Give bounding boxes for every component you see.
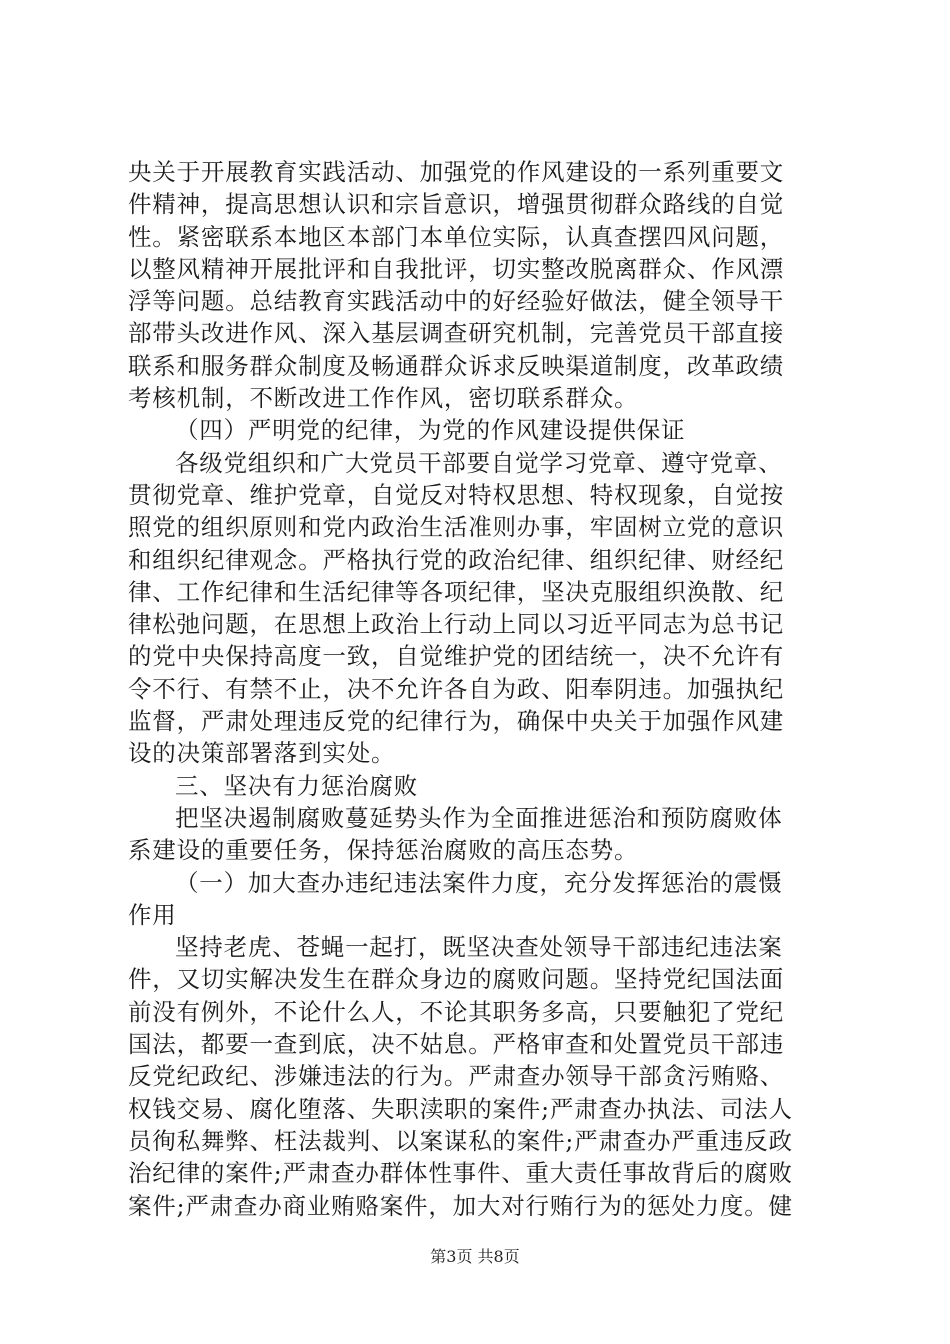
text-line: 治纪律的案件;严肃查办群体性事件、重大责任事故背后的腐败 — [128, 1159, 793, 1188]
text-line: 的党中央保持高度一致，自觉维护党的团结统一，决不允许有 — [128, 642, 785, 671]
text-line: 坚持老虎、苍蝇一起打，既坚决查处领导干部违纪违法案 — [175, 933, 783, 962]
text-line: 浮等问题。总结教育实践活动中的好经验好做法，健全领导干 — [128, 287, 785, 316]
text-line: （四）严明党的纪律，为党的作风建设提供保证 — [175, 416, 686, 445]
text-line: 律、工作纪律和生活纪律等各项纪律，坚决克服组织涣散、纪 — [128, 577, 785, 606]
text-line: 作用 — [128, 900, 177, 929]
text-line: 央关于开展教育实践活动、加强党的作风建设的一系列重要文 — [128, 158, 785, 186]
text-line: 前没有例外，不论什么人，不论其职务多高，只要触犯了党纪 — [128, 997, 785, 1026]
text-line: 和组织纪律观念。严格执行党的政治纪律、组织纪律、财经纪 — [128, 545, 785, 574]
text-line: 件，又切实解决发生在群众身边的腐败问题。坚持党纪国法面 — [128, 965, 785, 994]
text-line: （一）加大查办违纪违法案件力度，充分发挥惩治的震慑 — [175, 868, 783, 897]
text-line: 性。紧密联系本地区本部门本单位实际，认真查摆四风问题， — [128, 222, 785, 251]
text-line: 反党纪政纪、涉嫌违法的行为。严肃查办领导干部贪污贿赂、 — [128, 1062, 785, 1091]
text-line: 照党的组织原则和党内政治生活准则办事，牢固树立党的意识 — [128, 513, 785, 542]
text-line: 监督，严肃处理违反党的纪律行为，确保中央关于加强作风建 — [128, 707, 785, 736]
text-line: 把坚决遏制腐败蔓延势头作为全面推进惩治和预防腐败体 — [175, 803, 783, 832]
text-line: 员徇私舞弊、枉法裁判、以案谋私的案件;严肃查办严重违反政 — [128, 1126, 793, 1155]
text-line: 各级党组织和广大党员干部要自觉学习党章、遵守党章、 — [175, 448, 783, 477]
text-line: 权钱交易、腐化堕落、失职渎职的案件;严肃查办执法、司法人 — [128, 1094, 793, 1123]
text-line: 律松弛问题，在思想上政治上行动上同以习近平同志为总书记 — [128, 610, 785, 639]
text-line: 案件;严肃查办商业贿赂案件，加大对行贿行为的惩处力度。健 — [128, 1191, 793, 1220]
text-line: 设的决策部署落到实处。 — [128, 739, 396, 768]
text-line: 系建设的重要任务，保持惩治腐败的高压态势。 — [128, 836, 639, 865]
text-line: 令不行、有禁不止，决不允许各自为政、阳奉阴违。加强执纪 — [128, 674, 785, 703]
text-line: 国法，都要一查到底，决不姑息。严格审查和处置党员干部违 — [128, 1030, 785, 1059]
text-line: 贯彻党章、维护党章，自觉反对特权思想、特权现象，自觉按 — [128, 480, 785, 509]
text-line: 三、坚决有力惩治腐败 — [175, 771, 418, 800]
document-body — [128, 156, 833, 1222]
text-line: 部带头改进作风、深入基层调查研究机制，完善党员干部直接 — [128, 319, 785, 348]
text-line: 联系和服务群众制度及畅通群众诉求反映渠道制度，改革政绩 — [128, 351, 785, 380]
text-line: 考核机制，不断改进工作作风，密切联系群众。 — [128, 384, 639, 413]
text-line: 以整风精神开展批评和自我批评，切实整改脱离群众、作风漂 — [128, 254, 785, 283]
text-line: 件精神，提高思想认识和宗旨意识，增强贯彻群众路线的自觉 — [128, 190, 785, 219]
page-footer: 第3页 共8页 — [430, 1247, 520, 1266]
